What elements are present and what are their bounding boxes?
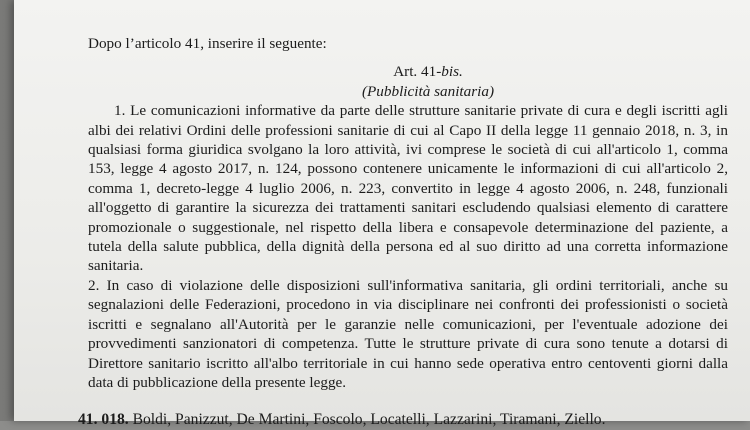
paragraph-2: 2. In caso di violazione delle disposizioni sull'informativa sanitaria, gli ordini territoriali, anche su segnalazioni delle Federazioni, procedono in via disciplinare nei confronti dei professionisti o società iscritti e segnalano all'Autorità per le garanzie nelle comunicazioni, per l'eventuale adozione dei provvedimenti sanzionatori di competenza. Tutte le strutture private di cura sono tenute a dotarsi di Direttore sanitario iscritto all'albo territoriale in cui hanno sede operativa entro centoventi giorni dalla data di pubblicazione della presente legge. [88, 276, 728, 391]
intro-line: Dopo l’articolo 41, inserire il seguente: [88, 35, 327, 52]
article-title-main: Art. 41- [393, 63, 442, 81]
amendment-line [78, 410, 728, 429]
article-subtitle: (Pubblicità sanitaria) [361, 82, 495, 100]
document-body [78, 34, 728, 430]
paragraph-1: 1. Le comunicazioni informative da parte delle strutture sanitarie private di cura e degli iscritti agli albi dei relativi Ordini delle professioni sanitarie di cui al Capo II della legge 11 gennaio 2018, n. 3, in qualsiasi forma giuridica svolgano la loro attività, ivi comprese le società di cui all'articolo 1, comma 153, legge 4 agosto 2017, n. 124, possono contenere unicamente le informazioni di cui all'articolo 2, comma 1, decreto-legge 4 luglio 2006, n. 223, convertito in legge 4 agosto 2006, n. 248, funzionali all'oggetto di garantire la sicurezza dei trattamenti sanitari escludendo qualsiasi elemento di carattere promozionale o suggestionale, nel rispetto della libera e consapevole determinazione del paziente, a tutela della salute pubblica, della dignità della persona ed al suo diritto ad una corretta informazione sanitaria. [88, 102, 728, 275]
amendment-number: 41. 018. [78, 411, 129, 429]
paper-sheet [14, 0, 750, 429]
article-title [88, 62, 728, 81]
article-title-suffix: bis. [441, 63, 463, 81]
amendment-signatories: Boldi, Panizzut, De Martini, Foscolo, Locatelli, Lazzarini, Tiramani, Ziello. [132, 411, 606, 429]
